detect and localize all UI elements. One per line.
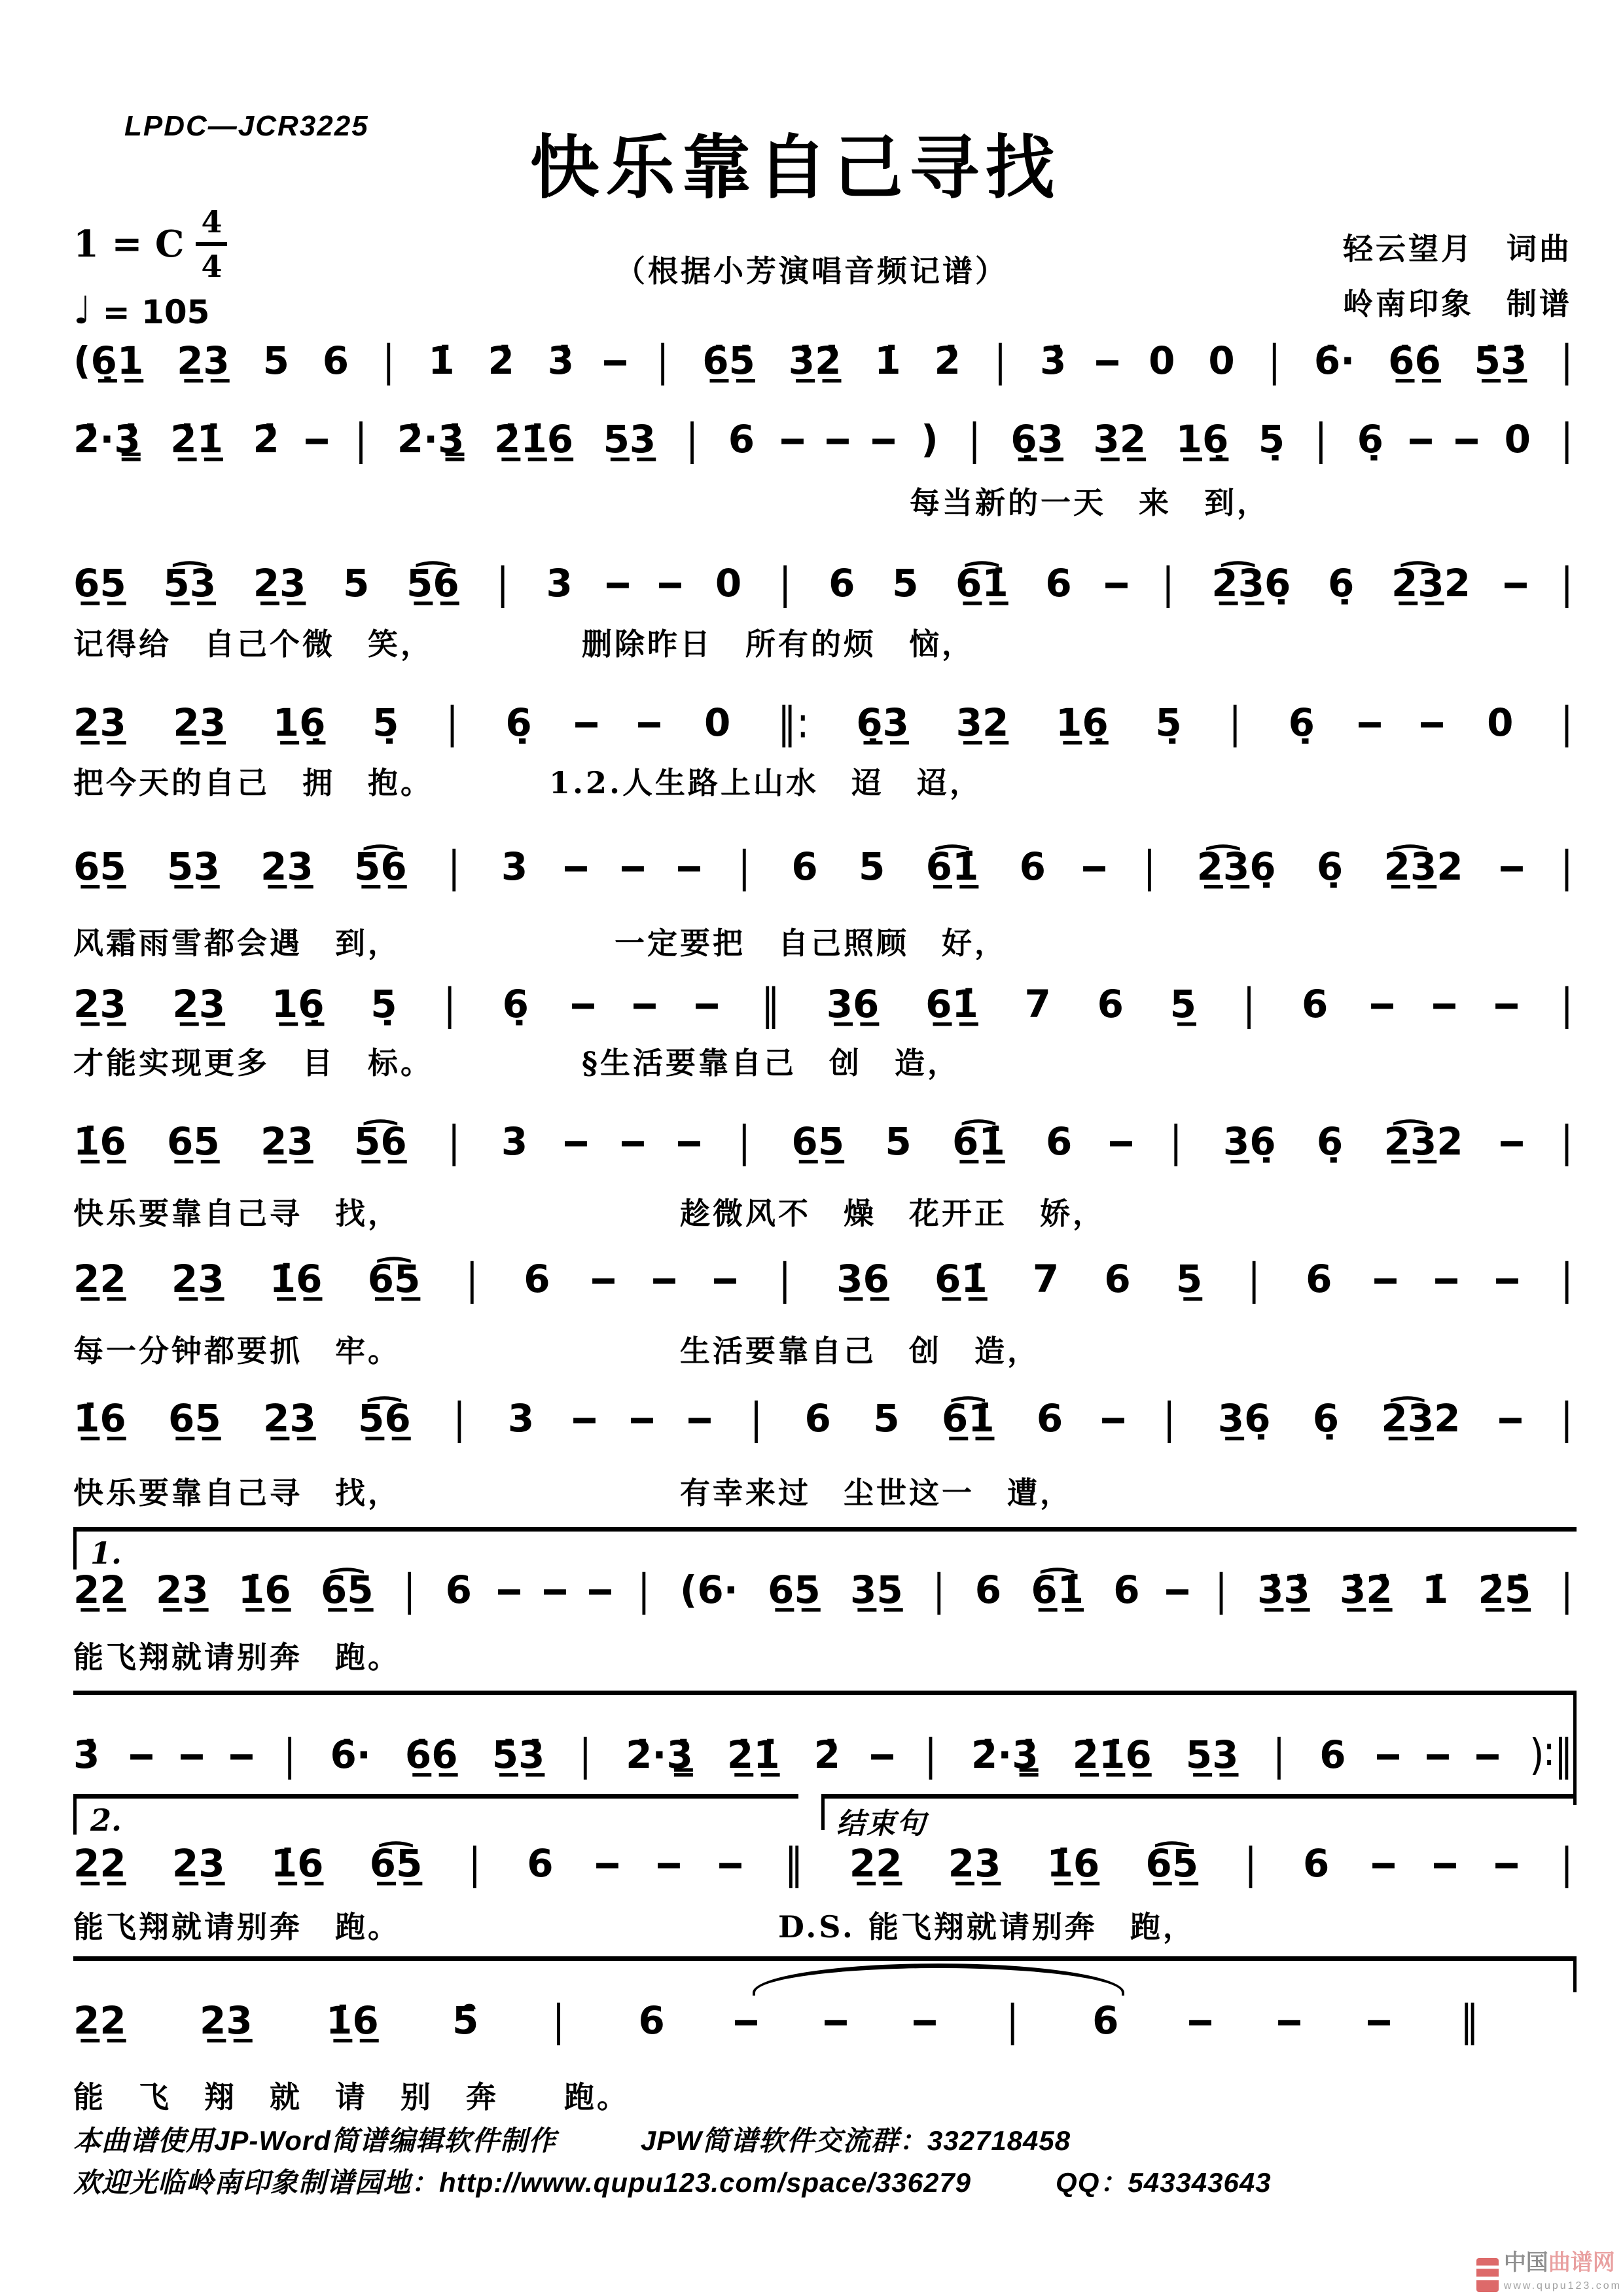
lyric-line-7: 每一分钟都要抓 牢。 生活要靠自己 创 造， [73,1333,1040,1369]
notation-line-2: 2̇·3̳̇ 2̲̇1̲̇ 2̇ - | 2̇·3̳̇ 2̲̇1̲̇6̲ 5̲3̲ | 6 - - - ) | 6̣̲3̲ 3̲2̲ 1̲6̣̲ 5̣ | 6̣ - - 0 | [73,414,1573,465]
notation-line-3: 6̲5̲ 5̲͡3̲ 2̲3̲ 5 5̲͡6̲ | 3 - - 0 | 6 5 6̲͡1̲̇ 6 - | 2̲͡3̲6̣ 6̣ 2̲͡3̲2 - | [73,558,1573,609]
volta-2-label: 2. [90,1803,122,1838]
credits [1343,221,1572,331]
qupu-logo-icon [1476,2258,1499,2292]
lyric-line-3: 把今天的自己 拥 抱。 1.2.人生路上山水 迢 迢， [73,765,983,800]
tempo-marking [73,288,209,332]
volta-2-bracket [73,1794,798,1835]
key-label: 1 = C [73,223,185,266]
song-title: 快乐靠自己寻找 [529,126,1061,208]
watermark-brand-gray: 中国 [1503,2250,1548,2276]
notation-line-4: 2̲3̲ 2̲3̲ 1̲6̣̲ 5̣ | 6̣ - - 0 ‖: 6̣̲3̲ 3̲2̲ 1̲6̣̲ 5̣ | 6̣ - - 0 | [73,697,1573,748]
footer-website-note: 欢迎光临岭南印象制谱园地：http://www.qupu123.com/space/336279 QQ：543343643 [73,2167,1272,2198]
lyric-line-10: 能飞翔就请别奔 跑。 D.S. 能飞翔就请别奔 跑， [73,1909,1196,1945]
notation-line-7: 1̲̇6̲ 6̲5̲ 2̲3̲ 5̲͡6̲ | 3 - - - | 6̲5̲ 5 6̲͡1̲̇ 6 - | 3̲6̣ 6̣ 2̲͡3̲2 - | [73,1116,1573,1167]
meter-denominator: 4 [201,249,223,284]
lyric-line-1: 每当新的一天 来 到， [910,485,1270,520]
lyric-line-2: 记得给 自己个微 笑， 删除昨日 所有的烦 恼， [73,626,974,662]
footer-software-note: 本曲谱使用JP-Word简谱编辑软件制作 JPW简谱软件交流群：332718458 [73,2125,1071,2156]
catalog-number: LPDC—JCR3225 [124,110,369,142]
notation-line-13: 2̲2̲ 2̲3̲ 1̲̇6̲ 5̑ | 6 - - - | 6 - - - ‖ [73,1995,1479,2046]
notation-line-8: 2̲2̲ 2̲3̲ 1̲̇6̲ 6̲͡5̲ | 6 - - - | 3̲6̲ 6̲1̲̇ 7 6 5̲ | 6 - - - | [73,1253,1573,1304]
volta-1-label: 1. [90,1535,122,1571]
lyric-line-11: 能 飞 翔 就 请 别 奔 跑。 [73,2079,630,2115]
coda-bracket [821,1794,1577,1830]
key-signature [73,204,227,284]
notation-line-9: 1̲̇6̲ 6̲5̲ 2̲3̲ 5̲͡6̲ | 3 - - - | 6 5 6̲͡1̲̇ 6 - | 3̲6̣ 6̣ 2̲͡3̲2 - | [73,1393,1573,1444]
tempo-value: = 105 [102,293,210,331]
notation-line-12: 2̲2̲ 2̲3̲ 1̲̇6̲ 6̲͡5̲ | 6 - - - ‖ 2̲2̲ 2̲3̲ 1̲̇6̲ 6̲͡5̲ | 6 - - - | [73,1838,1573,1889]
notation-line-1: (6̣̲1̲ 2̲3̲ 5 6 | 1̇ 2̇ 3̇ - | 6̲̇5̲̇ 3̲̇2̲̇ 1̇ 2̇ | 3̇ - 0 0 | 6̇· 6̲̇6̲̇ 5̲̇3̲̇ | [73,335,1573,386]
credit-lyricist: 轻云望月 词曲 [1343,231,1572,266]
watermark-site-url: www.qupu123.com [1503,2280,1622,2291]
meter-numerator: 4 [196,204,227,246]
site-watermark [1476,2244,1622,2292]
lyric-line-6: 快乐要靠自己寻 找， 趁微风不 燥 花开正 娇， [73,1196,1105,1231]
notation-line-10: 2̲2̲ 2̲3̲ 1̲̇6̲ 6̲͡5̲ | 6 - - - | (6· 6̲5̲ 3̲5̲ | 6 6̲͡1̲̇ 6 - | 3̲̇3̲̇ 3̲̇2̲̇ 1̇ 2̲̇5̲̇ | [73,1564,1573,1615]
quarter-note-icon: ♩ [73,288,92,332]
watermark-brand-red: 曲谱网 [1548,2250,1615,2276]
notation-line-11: 3̇ - - - | 6̇· 6̲̇6̲̇ 5̲̇3̲̇ | 2̇·3̳̇ 2̲̇1̲̇ 2̇ - | 2̇·3̳̇ 2̲̇1̲̇6̲ 5̲3̲ | 6 - - - )∶‖ [73,1729,1573,1780]
subtitle: （根据小芳演唱音频记谱） [615,253,1008,289]
lyric-line-9: 能飞翔就请别奔 跑。 [73,1640,401,1675]
time-signature [196,204,227,284]
volta-1-bracket [73,1527,1577,1570]
credit-arranger: 岭南印象 制谱 [1343,286,1572,321]
notation-line-5: 6̲5̲ 5̲3̲ 2̲3̲ 5̲͡6̲ | 3 - - - | 6 5 6̲͡1̲̇ 6 - | 2̲͡3̲6̣ 6̣ 2̲͡3̲2 - | [73,841,1573,892]
coda-label: 结束句 [836,1807,927,1840]
lyric-line-8: 快乐要靠自己寻 找， 有幸来过 尘世这一 遭， [73,1475,1073,1511]
lyric-line-4: 风霜雨雪都会遇 到， 一定要把 自己照顾 好， [73,925,1007,961]
notation-line-6: 2̲3̲ 2̲3̲ 1̲6̣̲ 5̣ | 6̣ - - - ‖ 3̲6̲ 6̲1̲̇ 7 6 5̲ | 6 - - - | [73,978,1573,1030]
lyric-line-5: 才能实现更多 目 标。 §生活要靠自己 创 造， [73,1045,961,1081]
